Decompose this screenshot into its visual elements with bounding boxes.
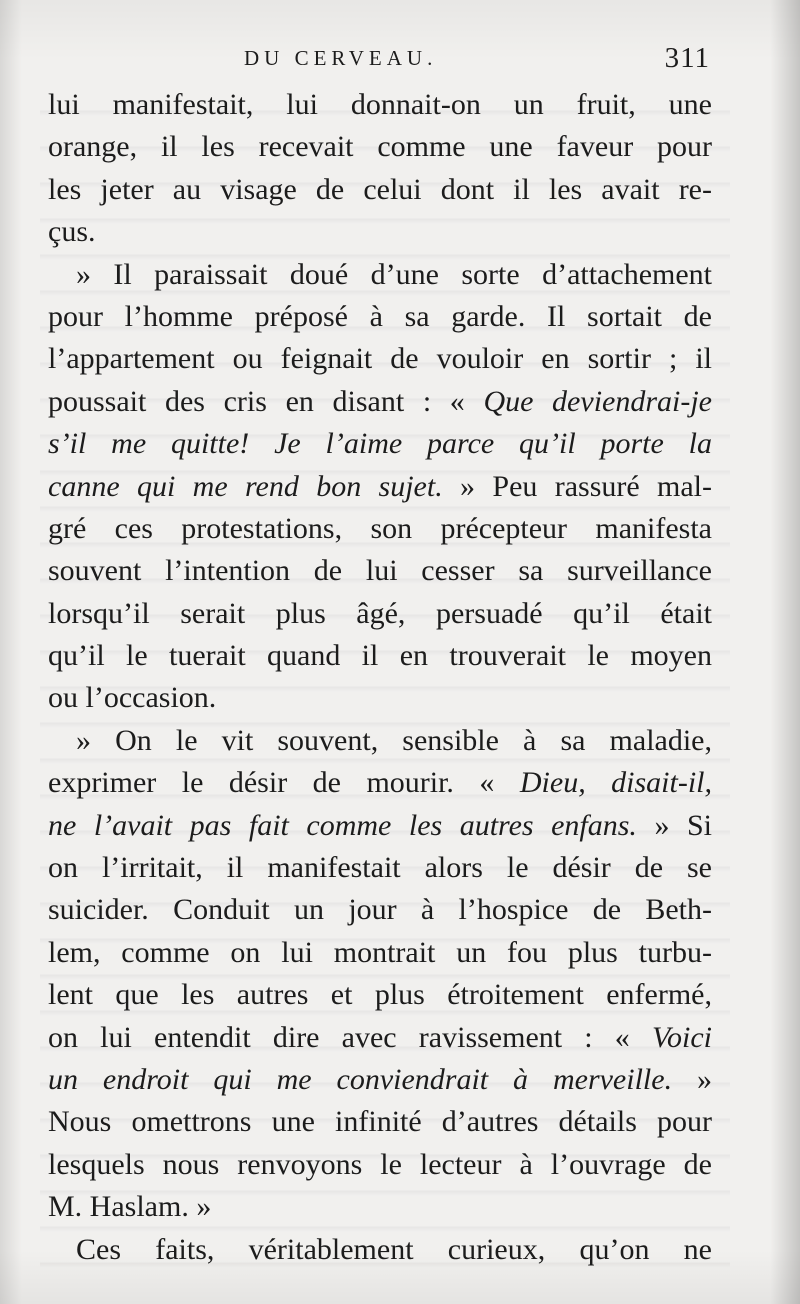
text-run: » Peu rassuré mal- [442,469,713,503]
italic-quote: ne l’avait pas fait comme les autres enfans. [48,808,637,842]
text-line: l’appartement ou feignait de vouloir en sortir ; il [48,342,712,376]
text-line: lesquels nous renvoyons le lecteur à l’ouvrage de [48,1147,712,1181]
text-line: qu’il le tuerait quand il en trouverait le moyen [48,639,712,673]
italic-quote: canne qui me rend bon sujet. [48,469,443,503]
text-line: les jeter au visage de celui dont il les avait re- [48,172,712,206]
text-line: on l’irritait, il manifestait alors le désir de se [48,851,712,885]
page-header [48,42,712,82]
text-line [48,466,712,508]
text-line: suicider. Conduit un jour à l’hospice de Beth- [48,893,712,927]
text-line [48,1017,712,1059]
page-number: 311 [664,42,710,74]
text-line: s’il me quitte! Je l’aime parce qu’il porte la [48,427,712,461]
italic-quote: Voici [652,1020,712,1054]
text-line: lorsqu’il serait plus âgé, persuadé qu’il était [48,596,712,630]
body-text [48,84,712,1271]
text-line [48,762,712,804]
text-run: on lui entendit dire avec ravissement : « [48,1020,652,1054]
text-run: exprimer le désir de mourir. « [48,766,520,800]
text-line: souvent l’intention de lui cesser sa surveillance [48,554,712,588]
text-run: poussait des cris en disant : « [48,384,484,418]
text-line: » Il paraissait doué d’une sorte d’attachement [76,257,712,291]
text-line: lem, comme on lui montrait un fou plus turbu- [48,935,712,969]
italic-quote: Que deviendrai-je [483,384,712,418]
text-line [48,381,712,423]
italic-quote: un endroit qui me conviendrait à merveille. [48,1062,673,1096]
text-run: » Si [636,808,712,842]
text-line: ou l’occasion. [48,681,217,715]
text-line [48,805,712,847]
text-line: pour l’homme préposé à sa garde. Il sortait de [48,299,712,333]
italic-quote: Dieu, disait-il, [519,766,712,800]
text-line: orange, il les recevait comme une faveur pour [48,130,712,164]
text-run: » [672,1062,712,1096]
text-line: » On le vit souvent, sensible à sa maladie, [76,723,712,757]
running-head: DU CERVEAU. [244,46,438,70]
text-line: gré ces protestations, son précepteur manifesta [48,511,712,545]
text-line [48,1059,712,1101]
text-line: Ces faits, véritablement curieux, qu’on ne [76,1232,712,1266]
text-line: lent que les autres et plus étroitement enfermé, [48,978,712,1012]
text-line: M. Haslam. » [48,1190,212,1224]
text-line: lui manifestait, lui donnait-on un fruit, une [48,88,712,121]
text-line: Nous omettrons une infinité d’autres détails pour [48,1105,712,1139]
text-line: çus. [48,215,96,249]
